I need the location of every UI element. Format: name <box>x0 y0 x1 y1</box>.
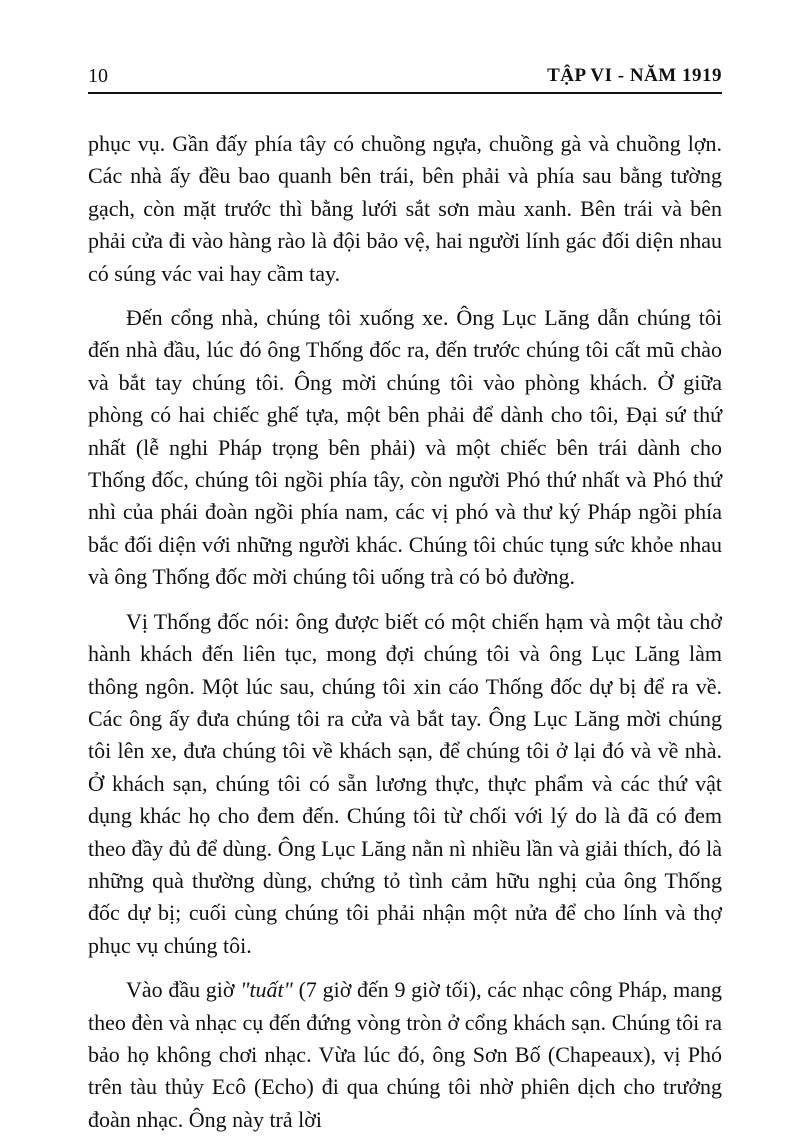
paragraph-4 <box>88 974 722 1136</box>
paragraph-4-emphasis: "tuất" <box>240 977 293 1003</box>
paragraph-4-text-after: (7 giờ đến 9 giờ tối), các nhạc công Pháp, mang theo đèn và nhạc cụ đến đứng vòng tròn ở cổng khách sạn. Chúng tôi ra bảo họ không chơi nhạc. Vừa lúc đó, ông Sơn Bố (Chapeaux), vị Phó trên tàu thủy Ecô (Echo) đi qua chúng tôi nhờ phiên dịch cho trưởng đoàn nhạc. Ông này trả lời <box>88 977 722 1132</box>
running-title: TẬP VI - NĂM 1919 <box>547 65 722 86</box>
page-header <box>88 62 722 94</box>
page-number: 10 <box>88 65 108 87</box>
paragraph-1: phục vụ. Gần đấy phía tây có chuồng ngựa, chuồng gà và chuồng lợn. Các nhà ấy đều bao quanh bên trái, bên phải và phía sau bằng tường gạch, còn mặt trước thì bằng lưới sắt sơn màu xanh. Bên trái và bên phải cửa đi vào hàng rào là đội bảo vệ, hai người lính gác đối diện nhau có súng vác vai hay cầm tay. <box>88 131 722 286</box>
paragraph-2: Đến cổng nhà, chúng tôi xuống xe. Ông Lục Lăng dẫn chúng tôi đến nhà đầu, lúc đó ông Thống đốc ra, đến trước chúng tôi cất mũ chào và bắt tay chúng tôi. Ông mời chúng tôi vào phòng khách. Ở giữa phòng có hai chiếc ghế tựa, một bên phải để dành cho tôi, Đại sứ thứ nhất (lễ nghi Pháp trọng bên phải) và một chiếc bên trái dành cho Thống đốc, chúng tôi ngồi phía tây, còn người Phó thứ nhất và Phó thứ nhì của phái đoàn ngồi phía nam, các vị phó và thư ký Pháp ngồi phía bắc đối diện với những người khác. Chúng tôi chúc tụng sức khỏe nhau và ông Thống đốc mời chúng tôi uống trà có bỏ đường. <box>88 305 722 590</box>
paragraph-3: Vị Thống đốc nói: ông được biết có một chiến hạm và một tàu chở hành khách đến liên tục, mong đợi chúng tôi và ông Lục Lăng làm thông ngôn. Một lúc sau, chúng tôi xin cáo Thống đốc dự bị để ra về. Các ông ấy đưa chúng tôi ra cửa và bắt tay. Ông Lục Lăng mời chúng tôi lên xe, đưa chúng tôi về khách sạn, để chúng tôi ở lại đó và về nhà. Ở khách sạn, chúng tôi có sẵn lương thực, thực phẩm và các thứ vật dụng khác họ cho đem đến. Chúng tôi từ chối với lý do là đã có đem theo đầy đủ để dùng. Ông Lục Lăng nằn nì nhiều lần và giải thích, đó là những quà thường dùng, chứng tỏ tình cảm hữu nghị của ông Thống đốc dự bị; cuối cùng chúng tôi phải nhận một nửa để cho lính và thợ phục vụ chúng tôi. <box>88 608 722 958</box>
paragraph-4-text-before: Vào đầu giờ <box>126 977 241 1003</box>
page-body <box>88 128 722 1148</box>
